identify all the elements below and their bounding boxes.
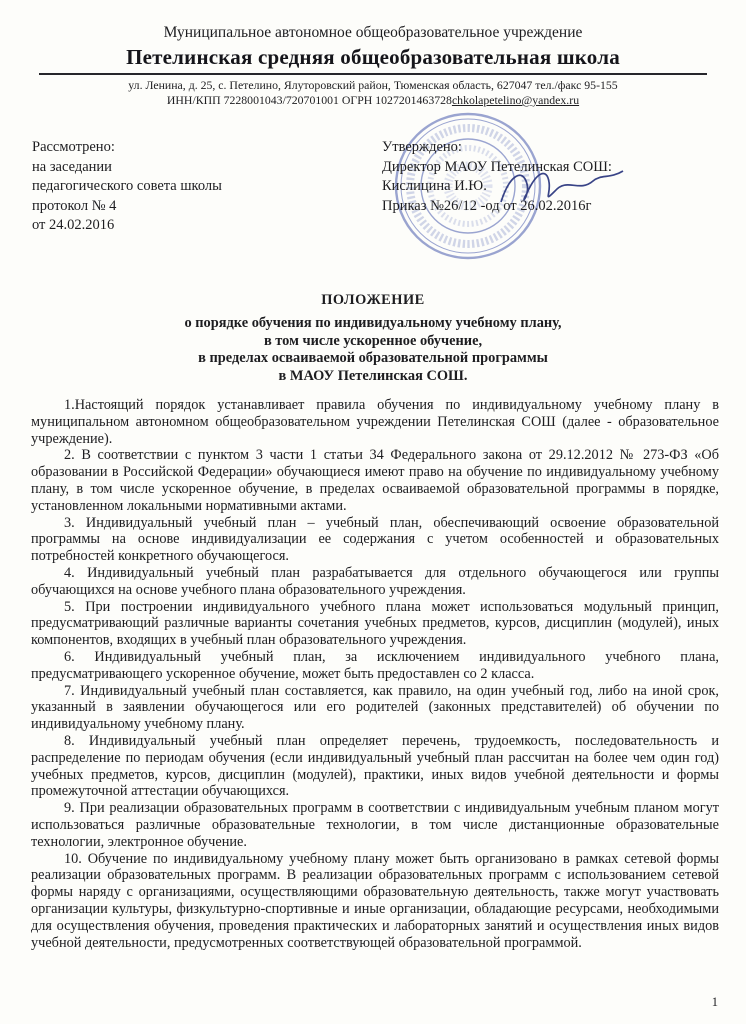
contact-line xyxy=(0,93,746,108)
reviewed-line: педагогического совета школы xyxy=(32,178,222,194)
director-name-line: Кислицина И.Ю. xyxy=(382,178,487,194)
policy-paragraph: 6. Индивидуальный учебный план, за исключением индивидуального учебного плана, предусматривающего ускоренное обучение, может быть предоставлен со 2 класса. xyxy=(31,648,719,682)
org-type-line: Муниципальное автономное общеобразовательное учреждение xyxy=(163,24,583,41)
policy-paragraph: 8. Индивидуальный учебный план определяет перечень, трудоемкость, последовательность и распределение по периодам обучения (если индивидуальный учебный план рассчитан на более чем один год) учебных предметов, курсов, дисциплин (модулей), практики, иных видов учебной деятельности и формы промежуточной аттестации обучающихся. xyxy=(31,732,719,800)
approved-line: Утверждено: xyxy=(382,139,462,155)
reviewed-line: протокол № 4 xyxy=(32,197,117,214)
letterhead-divider xyxy=(39,73,707,75)
approved-line: Директор МАОУ Петелинская СОШ: xyxy=(382,158,612,175)
order-line: Приказ №26/12 -од от 26.02.2016г xyxy=(382,197,592,214)
school-name: Петелинская средняя общеобразовательная школа xyxy=(126,45,620,69)
doc-title-block xyxy=(0,292,746,386)
address-line: ул. Ленина, д. 25, с. Петелино, Ялуторовский район, Тюменская область, 627047 тел./факс 95-155 xyxy=(128,78,618,92)
policy-paragraph: 5. При построении индивидуального учебного плана может использоваться модульный принцип, предусматривающий различные варианты сочетания учебных предметов, курсов, дисциплин (модулей), иных компонентов, входящих в учебный план образовательного учреждения. xyxy=(31,598,719,649)
policy-paragraph: 7. Индивидуальный учебный план составляется, как правило, на один учебный год, либо на иной срок, указанный в заявлении обучающегося или его родителей (законных представителей) об обучении по индивидуальному учебному плану. xyxy=(31,682,719,733)
reviewed-line: Рассмотрено: xyxy=(32,139,115,155)
reviewed-line: на заседании xyxy=(32,158,112,175)
policy-paragraph: 3. Индивидуальный учебный план – учебный план, обеспечивающий освоение образовательной программы на основе индивидуализации ее содержания с учетом особенностей и образовательных потребностей конкретного обучающегося. xyxy=(31,514,719,565)
reviewed-line: от 24.02.2016 xyxy=(32,217,115,233)
signature xyxy=(497,162,627,218)
approval-block xyxy=(0,138,746,236)
doc-title-line: о порядке обучения по индивидуальному учебному плану, xyxy=(184,315,562,331)
inn-ogrn-text: ИНН/КПП 7228001043/720701001 ОГРН 1027201463728 xyxy=(166,93,452,107)
page-number: 1 xyxy=(711,995,718,1009)
policy-paragraph: 1.Настоящий порядок устанавливает правила обучения по индивидуальному учебному плану в муниципальном автономном общеобразовательном учреждении Петелинская СОШ (далее - образовательное учреждение). xyxy=(31,397,719,447)
policy-paragraph: 10. Обучение по индивидуальному учебному плану может быть организовано в рамках сетевой формы реализации образовательных программ. В реализации образовательных программ с использованием сетевой формы наряду с организациями, осуществляющими образовательную деятельность, также могут участвовать организации культуры, физкультурно-спортивные и иные организации, обладающие ресурсами, необходимыми для осуществления обучения, проведения практических и лабораторных занятий и осуществления иных видов учебной деятельности, предусмотренных соответствующей образовательной программой. xyxy=(31,850,719,951)
policy-paragraph: 2. В соответствии с пунктом 3 части 1 статьи 34 Федерального закона от 29.12.2012 № 273-ФЗ «Об образовании в Российской Федерации» обучающиеся имеют право на обучение по индивидуальному учебному плану, в том числе ускоренное обучение, в пределах осваиваемой образовательной программы в порядке, установленном локальными нормативными актами. xyxy=(31,447,719,514)
doc-title-line: в МАОУ Петелинская СОШ. xyxy=(278,367,468,384)
doc-title: ПОЛОЖЕНИЕ xyxy=(321,291,425,308)
letterhead xyxy=(0,0,746,108)
email-text: chkolapetelino@yandex.ru xyxy=(451,93,580,107)
doc-body xyxy=(0,385,746,951)
reviewed-column xyxy=(32,138,222,236)
policy-paragraph: 4. Индивидуальный учебный план разрабатывается для отдельного обучающегося или группы обучающихся на основе учебного плана образовательного учреждения. xyxy=(31,564,719,598)
doc-title-line: в пределах осваиваемой образовательной программы xyxy=(198,350,548,366)
doc-title-line: в том числе ускоренное обучение, xyxy=(263,332,483,349)
policy-paragraph: 9. При реализации образовательных программ в соответствии с индивидуальным учебным планом могут использоваться различные образовательные технологии, в том числе дистанционные образовательные технологии, электронное обучение. xyxy=(31,800,719,850)
